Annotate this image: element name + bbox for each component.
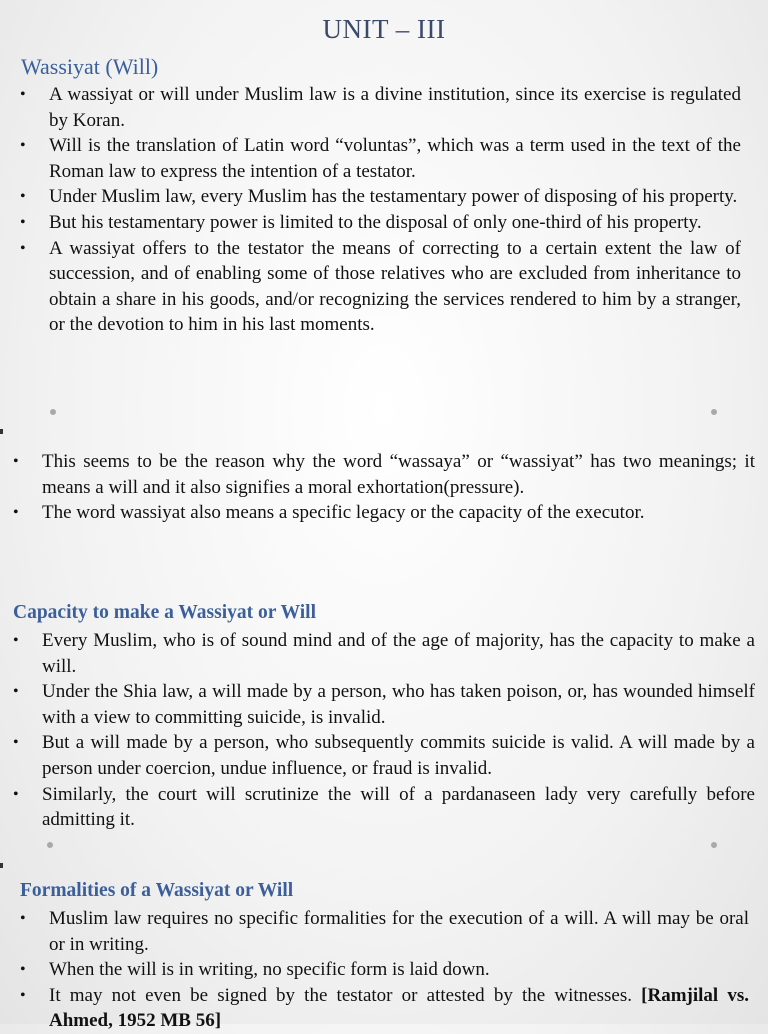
list-item (18, 983, 749, 1034)
slide-2 (0, 432, 768, 864)
bullet-list (11, 449, 755, 526)
case-citation: [Ramjilal vs. Ahmed, 1952 MB 56] (49, 984, 749, 1032)
list-item: • Every Muslim, who is of sound mind and of the age of majority, has the capacity to make a will. (11, 628, 755, 679)
list-item: • Similarly, the court will scrutinize the will of a pardanaseen lady very carefully before admitting it. (11, 782, 755, 833)
list-item: • When the will is in writing, no specific form is laid down. (18, 957, 749, 983)
decorative-dot (47, 842, 53, 848)
bullet-list (11, 628, 755, 833)
slide-1 (0, 0, 768, 430)
decorative-dot (711, 409, 717, 415)
section-heading-wassiyat: Wassiyat (Will) (21, 54, 159, 79)
bullet-list (18, 906, 749, 1034)
section-heading-capacity: Capacity to make a Wassiyat or Will (13, 602, 316, 623)
list-item: • Under the Shia law, a will made by a person, who has taken poison, or, has wounded himself with a view to committing suicide, is invalid. (11, 679, 755, 730)
bullet-text: It may not even be signed by the testator or attested by the witnesses. [Ramjilal vs. Ahmed, 1952 MB 56] (49, 984, 749, 1032)
section-heading-formalities: Formalities of a Wassiyat or Will (20, 880, 294, 901)
decorative-dot (50, 409, 56, 415)
list-item: • Muslim law requires no specific formalities for the execution of a will. A will may be oral or in writing. (18, 906, 749, 957)
list-item: • Will is the translation of Latin word “voluntas”, which was a term used in the text of the Roman law to express the intention of a testator. (18, 133, 741, 184)
list-item: • The word wassiyat also means a specific legacy or the capacity of the executor. (11, 500, 755, 526)
list-item: • Under Muslim law, every Muslim has the testamentary power of disposing of his property. (18, 184, 741, 210)
list-item: • A wassiyat or will under Muslim law is a divine institution, since its exercise is regulated by Koran. (18, 82, 741, 133)
list-item: • But his testamentary power is limited to the disposal of only one-third of his property. (18, 210, 741, 236)
bullet-list (18, 82, 741, 338)
decorative-dot (711, 842, 717, 848)
list-item: • This seems to be the reason why the word “wassaya” or “wassiyat” has two meanings; it means a will and it also signifies a moral exhortation(pressure). (11, 449, 755, 500)
slide-title: UNIT – III (322, 14, 446, 44)
list-item: • But a will made by a person, who subsequently commits suicide is valid. A will made by a person under coercion, undue influence, or fraud is invalid. (11, 730, 755, 781)
list-item: • A wassiyat offers to the testator the means of correcting to a certain extent the law of succession, and of enabling some of those relatives who are excluded from inheritance to obtain a share in his goods, and/or recognizing the services rendered to him by a stranger, or the devotion to him in his last moments. (18, 236, 741, 338)
slide-3 (0, 866, 768, 1032)
